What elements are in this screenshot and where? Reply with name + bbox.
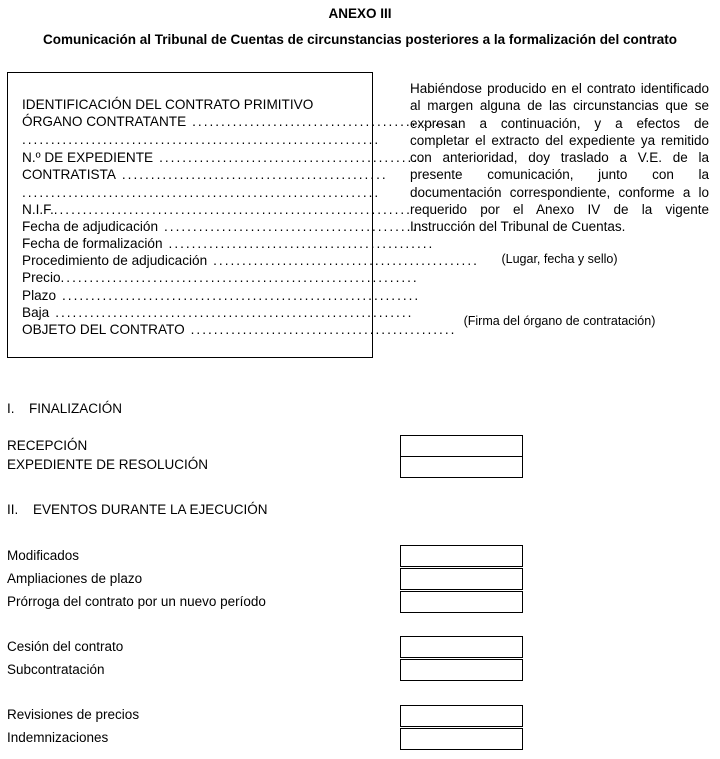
item-ampliaciones-label: Ampliaciones de plazo (7, 571, 143, 586)
field-objeto-label: OBJETO DEL CONTRATO (22, 322, 191, 337)
dotted-leader: .............................................. (168, 236, 435, 251)
field-procedimiento-label: Procedimiento de adjudicación (22, 253, 213, 268)
signature-caption: (Firma del órgano de contratación) (463, 314, 656, 328)
section-1-heading (7, 401, 122, 416)
item-expediente-resolucion-label: EXPEDIENTE DE RESOLUCIÓN (7, 457, 209, 472)
item-prorroga-label: Prórroga del contrato por un nuevo período (7, 594, 266, 609)
item-recepcion-label: RECEPCIÓN (7, 438, 88, 453)
dotted-line: .............................................................. (22, 185, 381, 200)
dotted-leader: .............................................................. (55, 305, 414, 320)
dotted-leader: .............................................. (121, 167, 388, 182)
dotted-leader: .............................................................. (62, 288, 421, 303)
item-subcontratacion-label: Subcontratación (7, 662, 105, 677)
field-expediente (22, 149, 425, 166)
field-contratista (22, 166, 388, 183)
ampliaciones-checkbox[interactable] (400, 568, 523, 590)
dotted-leader: .............................................. (192, 114, 458, 129)
field-fecha-formalizacion-label: Fecha de formalización (22, 236, 169, 251)
field-nif-label: N.I.F. (22, 202, 54, 217)
document-subtitle: Comunicación al Tribunal de Cuentas de circunstancias posteriores a la formalización del contrato (43, 32, 677, 47)
field-organo-label: ÓRGANO CONTRATANTE (22, 114, 192, 129)
field-precio-label: Precio (22, 270, 61, 285)
cesion-checkbox[interactable] (400, 636, 523, 658)
dotted-leader: .............................................. (213, 253, 479, 268)
section-1-number: I. (7, 401, 15, 416)
modificados-checkbox[interactable] (400, 545, 523, 567)
item-indemnizaciones-label: Indemnizaciones (7, 730, 109, 745)
section-1-title: FINALIZACIÓN (29, 401, 123, 416)
place-date-seal-caption: (Lugar, fecha y sello) (501, 252, 618, 266)
dotted-leader: .............................................................. (60, 270, 419, 285)
field-plazo-label: Plazo (22, 288, 62, 303)
field-baja (22, 304, 414, 321)
field-organo-contratante (22, 113, 458, 130)
field-baja-label: Baja (22, 305, 55, 320)
dotted-leader: .............................................. (190, 322, 457, 337)
field-fecha-adjudicacion-label: Fecha de adjudicación (22, 219, 164, 234)
item-modificados-label: Modificados (7, 548, 80, 563)
recepcion-checkbox[interactable] (400, 435, 523, 457)
field-expediente-label: N.º DE EXPEDIENTE (22, 150, 159, 165)
field-nif (22, 201, 412, 218)
dotted-line: .............................................................. (22, 132, 381, 147)
field-fecha-adjudicacion (22, 218, 430, 235)
section-2-heading (7, 502, 268, 517)
expediente-resolucion-checkbox[interactable] (400, 456, 523, 478)
dotted-leader: .............................................................. (53, 202, 412, 217)
prorroga-checkbox[interactable] (400, 591, 523, 613)
field-contratista-label: CONTRATISTA (22, 167, 122, 182)
section-2-title: EVENTOS DURANTE LA EJECUCIÓN (33, 502, 268, 517)
dotted-leader: .............................................. (159, 150, 425, 165)
contract-box-heading (22, 96, 370, 113)
field-precio (22, 269, 419, 286)
field-plazo (22, 287, 421, 304)
contract-box-heading-text: IDENTIFICACIÓN DEL CONTRATO PRIMITIVO (22, 97, 314, 112)
item-revisiones-label: Revisiones de precios (7, 707, 140, 722)
field-procedimiento (22, 252, 479, 269)
item-cesion-label: Cesión del contrato (7, 639, 124, 654)
dotted-leader: .............................................. (164, 219, 430, 234)
revisiones-checkbox[interactable] (400, 705, 523, 727)
field-fecha-formalizacion (22, 235, 435, 252)
field-objeto (22, 321, 457, 338)
section-2-number: II. (7, 502, 19, 517)
annex-title: ANEXO III (328, 6, 392, 21)
subcontratacion-checkbox[interactable] (400, 659, 523, 681)
notice-paragraph: Habiéndose producido en el contrato identificado al margen alguna de las circunstancias que se expresan a continuación, y a efectos de completar el extracto del expediente ya remitido con anterioridad, doy traslado a V.E. de la presente comunicación, junto con la documentación correspondiente, conforme a lo requerido por el Anexo IV de la vigente Instrucción del Tribunal de Cuentas. (410, 81, 709, 235)
indemnizaciones-checkbox[interactable] (400, 728, 523, 750)
